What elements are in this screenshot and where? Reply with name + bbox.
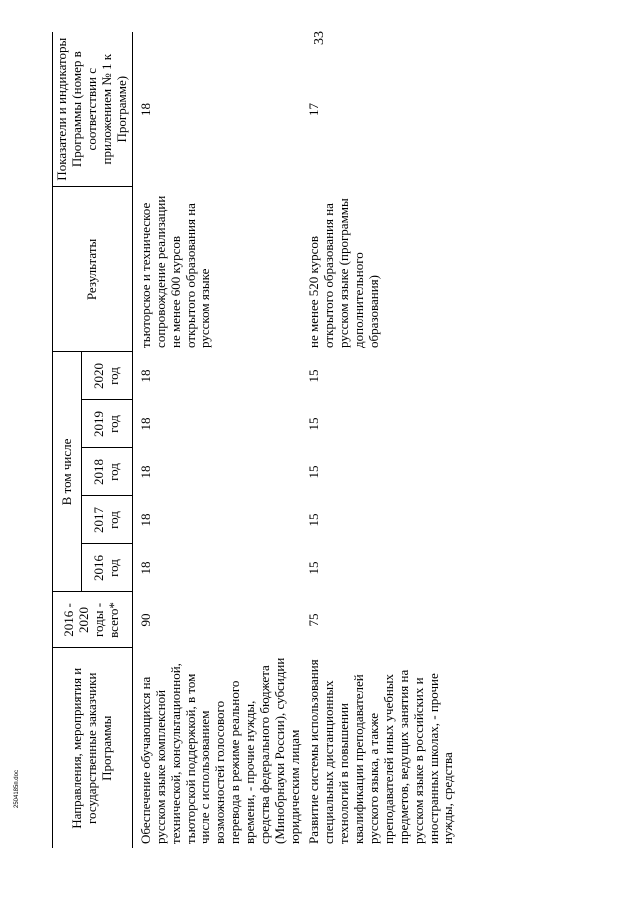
table-row xyxy=(305,32,458,848)
header-year: 2019 год xyxy=(81,400,132,448)
header-total: 2016 - 2020 годы - всего* xyxy=(53,592,133,648)
header-year: 2020 год xyxy=(81,352,132,400)
header-year: 2017 год xyxy=(81,496,132,544)
cell-year: 15 xyxy=(306,513,321,527)
header-indicators: Показатели и индикаторы Программы (номер в соответствии с приложением № 1 к Программе) xyxy=(53,32,133,187)
cell-year: 18 xyxy=(132,544,305,592)
cell-total: 75 xyxy=(306,613,321,627)
cell-results: не менее 520 курсов открытого образования на русском языке (программы дополнительного образования) xyxy=(306,198,381,348)
header-direction: Направления, мероприятия и государственные заказчики Программы xyxy=(53,648,133,848)
cell-year: 15 xyxy=(306,369,321,383)
cell-indicator: 18 xyxy=(132,32,305,187)
cell-results: тьюторское и техническое сопровождение реализации не менее 600 курсов открытого образования на русском языке xyxy=(132,187,305,352)
cell-year: 15 xyxy=(306,561,321,575)
table-row xyxy=(132,32,305,848)
header-year: 2016 год xyxy=(81,544,132,592)
cell-indicator: 17 xyxy=(306,102,321,116)
header-in-that-number: В том числе xyxy=(53,352,82,592)
cell-total: 90 xyxy=(132,592,305,648)
footer-file-code: 2504185п.doc xyxy=(14,770,20,808)
cell-year: 18 xyxy=(132,400,305,448)
program-table xyxy=(52,32,458,848)
cell-year: 15 xyxy=(306,417,321,431)
cell-year: 18 xyxy=(132,448,305,496)
cell-year: 15 xyxy=(306,465,321,479)
cell-direction: Обеспечение обучающихся на русском языке комплексной технической, консультационной, тьюторской поддержкой, в том числе с использованием возможностей голосового перевода в режиме реального времени, - прочие нужды, средства федерального бюджета (Минобрнауки России), субсидии юридическим лицам xyxy=(132,648,305,848)
page-number: 33 xyxy=(312,31,327,45)
rotated-table-area xyxy=(52,32,588,848)
header-results: Результаты xyxy=(53,187,133,352)
cell-year: 18 xyxy=(132,496,305,544)
cell-direction: Развитие системы использования специальных дистанционных технологий в повышении квалификации преподавателей русского языка, а также преподавателей иных учебных предметов, ведущих занятия на русском языке в российских и иностранных школах, - прочие нужды, средства xyxy=(306,659,456,844)
header-year: 2018 год xyxy=(81,448,132,496)
cell-year: 18 xyxy=(132,352,305,400)
